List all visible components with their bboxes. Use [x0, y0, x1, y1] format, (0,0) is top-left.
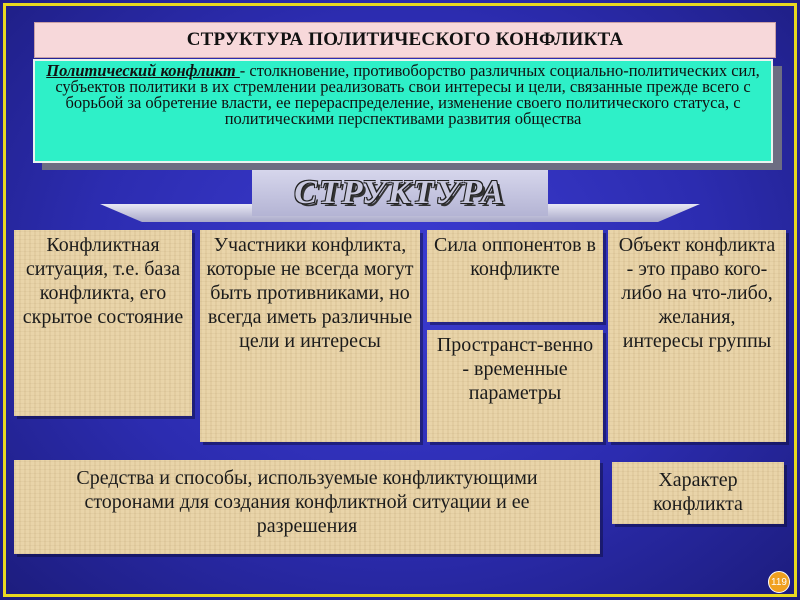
definition-term: Политический конфликт: [46, 61, 240, 80]
card-object: [608, 230, 786, 442]
structure-heading-plate: [252, 170, 548, 216]
card-spatio-temporal: [427, 330, 603, 442]
card-character-text: Характер конфликта: [653, 469, 743, 515]
card-opponent-strength: [427, 230, 603, 322]
card-participants: [200, 230, 420, 442]
structure-heading: СТРУКТУРА: [294, 174, 506, 211]
card-means-text: Средства и способы, используемые конфликтующими сторонами для создания конфликтной ситуации и ее разрешения: [76, 467, 538, 537]
slide-title: [34, 22, 776, 58]
card-character: [612, 462, 784, 524]
definition-body: - столкновение, противоборство различных социально-политических сил, субъектов политики в их стремлении реализовать свои интересы и цели, связанные прежде всего с борьбой за обретение власти, ее перераспределение, изменение своего политического статуса, с политическими перспективами развития общества: [55, 61, 760, 128]
card-object-text: Объект конфликта - это право кого-либо на что-либо, желания, интересы группы: [618, 234, 776, 352]
card-means: [14, 460, 600, 554]
card-spatio-temporal-text: Пространст-венно - временные параметры: [436, 334, 594, 404]
card-opponent-strength-text: Сила оппонентов в конфликте: [434, 234, 596, 280]
card-conflict-situation: [14, 230, 192, 416]
slide-number: 119: [771, 576, 787, 588]
definition-box: [33, 59, 773, 163]
slide-title-text: СТРУКТУРА ПОЛИТИЧЕСКОГО КОНФЛИКТА: [186, 29, 624, 50]
slide-number-badge: [768, 571, 790, 593]
card-conflict-situation-text: Конфликтная ситуация, т.е. база конфликта, его скрытое состояние: [22, 234, 184, 328]
card-participants-text: Участники конфликта, которые не всегда могут быть противниками, но всегда иметь различные цели и интересы: [206, 234, 414, 352]
